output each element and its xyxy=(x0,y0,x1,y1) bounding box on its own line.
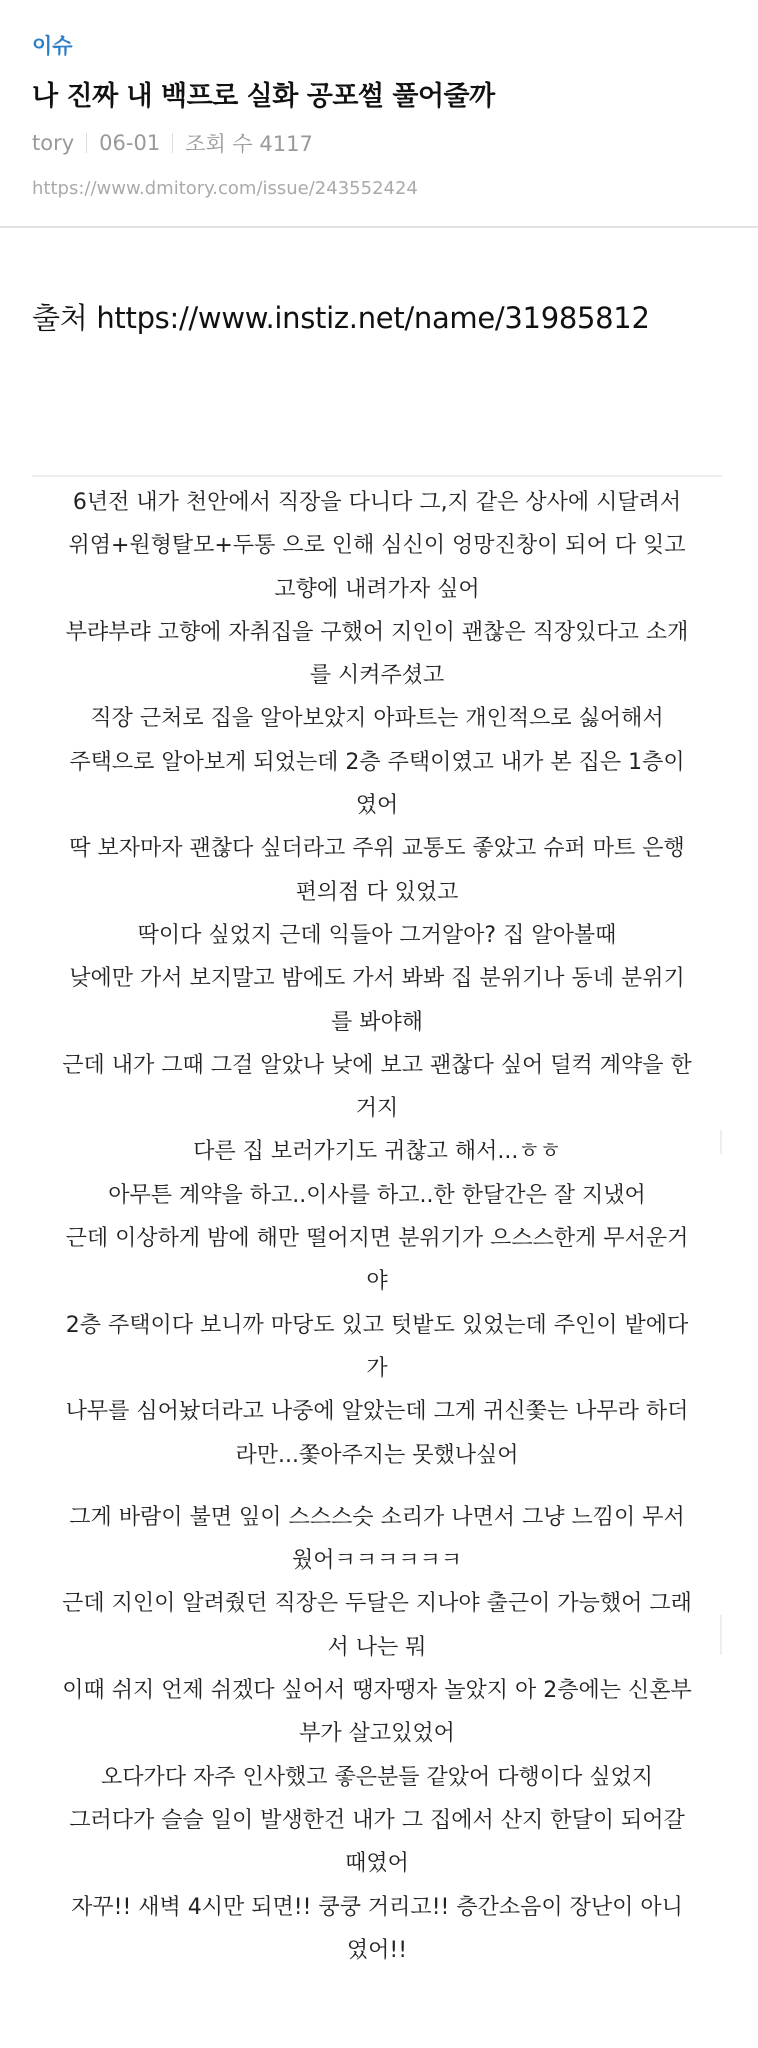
body-line: 근데 내가 그때 그걸 알았나 낮에 보고 괜찮다 싶어 덜컥 계약을 한 xyxy=(62,1052,692,1078)
body-line: 아무튼 계약을 하고..이사를 하고..한 한달간은 잘 지냈어 xyxy=(108,1182,646,1208)
body-line: 편의점 다 있었고 xyxy=(295,879,459,905)
body-line: 나무를 심어놨더라고 나중에 알았는데 그게 귀신쫓는 나무라 하더 xyxy=(65,1399,689,1425)
post-meta xyxy=(32,128,313,158)
author-name[interactable]: tory xyxy=(32,131,75,155)
source-text: 출처 https://www.instiz.net/name/31985812 xyxy=(32,301,650,335)
body-line: 6년전 내가 천안에서 직장을 다니다 그,지 같은 상사에 시달려서 xyxy=(72,490,682,515)
post-url[interactable]: https://www.dmitory.com/issue/243552424 xyxy=(32,178,418,199)
post-body-image-text xyxy=(32,481,722,1972)
paragraph-gap xyxy=(32,1477,722,1496)
body-line: 그게 바람이 불면 잎이 스스스슷 소리가 나면서 그냥 느낌이 무서 xyxy=(69,1504,685,1530)
body-line: 2층 주택이다 보니까 마당도 있고 텃밭도 있었는데 주인이 밭에다 xyxy=(65,1312,689,1338)
body-line: 위염+원형탈모+두통 으로 인해 심신이 엉망진창이 되어 다 잊고 xyxy=(68,533,686,559)
body-line: 웠어ㅋㅋㅋㅋㅋㅋ xyxy=(291,1548,463,1574)
category-link[interactable]: 이슈 xyxy=(32,34,73,58)
body-line: 를 봐야해 xyxy=(330,1009,423,1035)
body-line: 부가 살고있었어 xyxy=(299,1721,455,1747)
meta-divider xyxy=(86,133,87,153)
faint-scroll-mark xyxy=(720,1130,722,1154)
body-line: 낮에만 가서 보지말고 밤에도 가서 봐봐 집 분위기나 동네 분위기 xyxy=(69,966,685,992)
post-date: 06-01 xyxy=(99,131,161,155)
body-line: 오다가다 자주 인사했고 좋은분들 같았어 다행이다 싶었지 xyxy=(100,1764,653,1790)
body-line: 를 시켜주셨고 xyxy=(309,663,445,689)
body-line: 고향에 내려가자 싶어 xyxy=(274,576,480,602)
view-count: 조회 수 4117 xyxy=(185,132,313,156)
body-line: 딱 보자마자 괜찮다 싶더라고 주위 교통도 좋았고 슈퍼 마트 은행 xyxy=(69,836,685,862)
faint-scroll-mark xyxy=(720,1615,722,1655)
body-line: 이때 쉬지 언제 쉬겠다 싶어서 땡자땡자 놀았지 아 2층에는 신혼부 xyxy=(62,1678,692,1704)
body-line: 때였어 xyxy=(345,1851,409,1877)
body-line: 부랴부랴 고향에 자취집을 구했어 지인이 괜찮은 직장있다고 소개 xyxy=(65,619,689,645)
body-line: 근데 지인이 알려줬던 직장은 두달은 지나야 출근이 가능했어 그래 xyxy=(62,1591,692,1617)
body-line: 가 xyxy=(366,1355,388,1381)
header-divider xyxy=(0,226,758,228)
body-line: 직장 근처로 집을 알아보았지 아파트는 개인적으로 싫어해서 xyxy=(90,706,664,732)
body-line: 근데 이상하게 밤에 해만 떨어지면 분위기가 으스스한게 무서운거 xyxy=(65,1226,689,1252)
body-line: 주택으로 알아보게 되었는데 2층 주택이였고 내가 본 집은 1층이 xyxy=(69,749,685,775)
content-image-divider xyxy=(32,475,722,477)
body-line: 그러다가 슬슬 일이 발생한건 내가 그 집에서 산지 한달이 되어갈 xyxy=(69,1807,685,1833)
post-title: 나 진짜 내 백프로 실화 공포썰 풀어줄까 xyxy=(32,81,495,112)
body-line: 서 나는 뭐 xyxy=(327,1634,427,1660)
meta-divider xyxy=(172,133,173,153)
body-line: 거지 xyxy=(355,1096,399,1122)
body-line: 라만...쫓아주지는 못했나싶어 xyxy=(235,1442,519,1468)
body-line: 였어 xyxy=(355,793,399,819)
body-line: 자꾸!! 새벽 4시만 되면!! 쿵쿵 거리고!! 층간소음이 장난이 아니 xyxy=(71,1894,683,1920)
body-line: 다른 집 보러가기도 귀찮고 해서...ㅎㅎ xyxy=(193,1139,561,1165)
body-line: 였어!! xyxy=(346,1937,408,1963)
body-line: 야 xyxy=(366,1269,388,1295)
body-line: 딱이다 싶었지 근데 익들아 그거알아? 집 알아볼때 xyxy=(137,922,617,948)
